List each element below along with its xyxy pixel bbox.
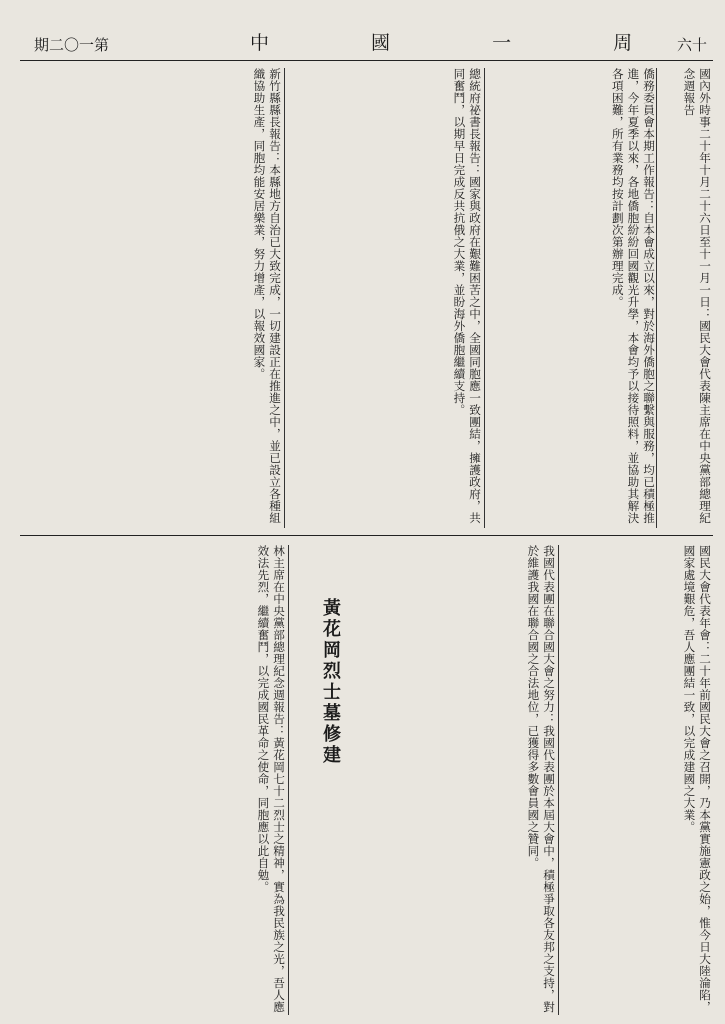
article-block: 新竹縣縣長報告：本縣地方自治已大致完成，一切建設正在推進之中，並已設立各種組織協助生產，同胞均能安居樂業，努力增產，以報效國家。 <box>252 68 282 524</box>
header-rule <box>20 60 713 61</box>
section-divider <box>20 535 713 536</box>
article-block: 我國代表團在聯合國大會之努力：我國代表團於本屆大會中，積極爭取各友邦之支持，對於維護我國在聯合國之合法地位，已獲得多數會員國之贊同。 <box>526 545 556 1013</box>
issue-number: 期二〇一第 <box>34 36 110 54</box>
article-block: 國民大會代表年會：二十年前國民大會之召開，乃本黨實施憲政之始，惟今日大陸淪陷，國家處境艱危，吾人應團結一致，以完成建國之大業。 <box>682 545 712 1013</box>
column-rule <box>288 545 289 1015</box>
page-number: 六十 <box>676 36 707 54</box>
article-block: 林主席在中央黨部總理紀念週報告：黃花岡七十二烈士之精神，實為我民族之光，吾人應效法先烈，繼續奮鬥，以完成國民革命之使命，同胞應以此自勉。 <box>256 545 286 1013</box>
publication-title: 中 國 一 周 <box>250 32 681 54</box>
article-block: 國內外時事二十年十月二十六日至十一月一日：國民大會代表陳主席在中央黨部總理紀念週報告 <box>682 68 712 524</box>
article-headline: 黃花岡烈士墓修建 <box>320 598 341 766</box>
column-rule <box>284 68 285 528</box>
article-block: 總統府祕書長報告：國家與政府在艱難困苦之中，全國同胞應一致團結，擁護政府，共同奮鬥，以期早日完成反共抗俄之大業，並盼海外僑胞繼續支持。 <box>452 68 482 524</box>
column-rule <box>558 545 559 1015</box>
column-rule <box>656 68 657 528</box>
article-block: 僑務委員會本期工作報告：自本會成立以來，對於海外僑胞之聯繫與服務，均已積極推進，今年夏季以來，各地僑胞紛紛回國觀光升學，本會均予以接待照料，並協助其解決各項困難，所有業務均按計劃次第辦理完成。 <box>610 68 656 524</box>
page-header <box>0 0 725 64</box>
column-rule <box>484 68 485 528</box>
